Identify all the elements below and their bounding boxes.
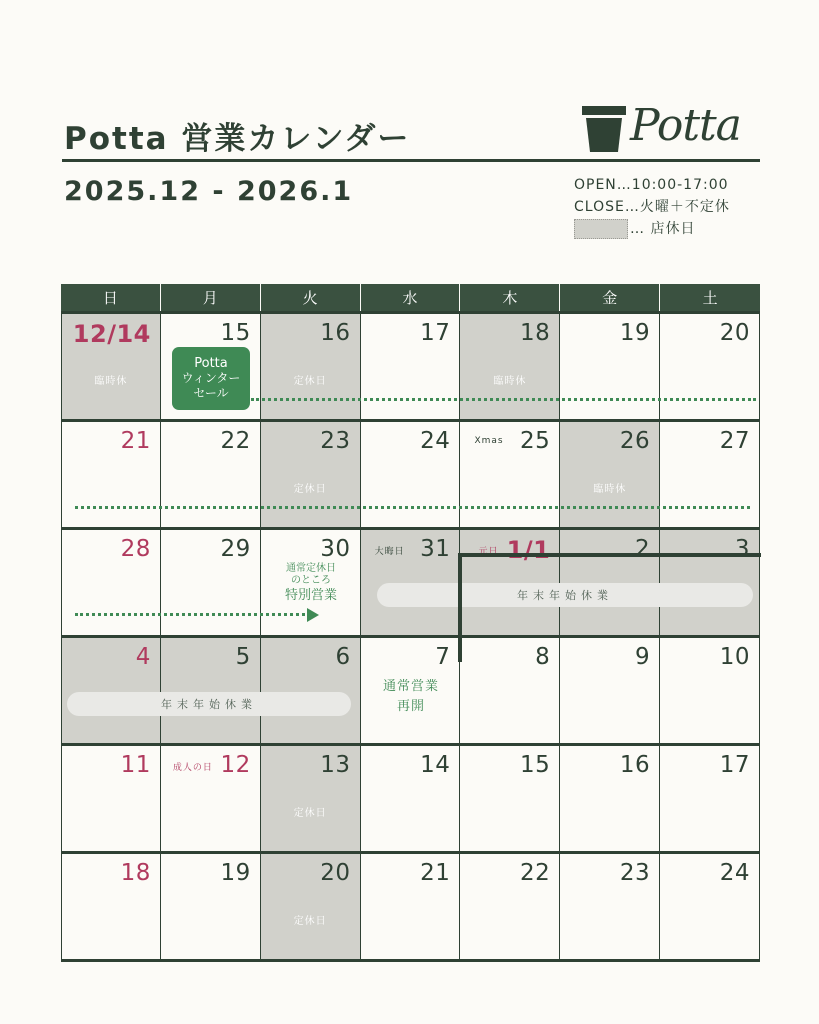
weekday-mon: 月	[161, 284, 261, 311]
calendar-day	[161, 638, 261, 743]
logo-wordmark: Potta	[630, 100, 741, 151]
day-number: 31	[420, 536, 451, 562]
day-number: 8	[535, 644, 551, 670]
closed-reason: 定休日	[293, 376, 327, 387]
calendar-day	[460, 314, 560, 419]
calendar-week	[61, 422, 760, 530]
day-number: 24	[420, 428, 451, 454]
day-number: 30	[320, 536, 351, 562]
calendar-day	[161, 422, 261, 527]
day-number: 16	[320, 320, 351, 346]
sale-period-line	[251, 398, 756, 401]
reopen-note	[361, 677, 461, 717]
calendar-day	[560, 746, 660, 851]
calendar-day	[361, 854, 461, 959]
calendar-day	[161, 746, 261, 851]
calendar-day	[361, 422, 461, 527]
new-year-holiday-bar: 年末年始休業	[377, 583, 753, 607]
day-number: 4	[135, 644, 151, 670]
day-number: 14	[420, 752, 451, 778]
day-number: 10	[719, 644, 751, 670]
arrow-right-icon	[307, 608, 319, 622]
day-number: 16	[619, 752, 651, 778]
calendar-day	[261, 638, 361, 743]
calendar-day	[361, 746, 461, 851]
calendar-day	[660, 746, 760, 851]
new-year-holiday-bar: 年末年始休業	[67, 692, 351, 716]
day-number: 13	[320, 752, 351, 778]
calendar-day	[261, 422, 361, 527]
sale-period-line	[75, 613, 311, 616]
weekday-sun: 日	[61, 284, 161, 311]
day-number: 5	[235, 644, 251, 670]
weekday-fri: 金	[560, 284, 660, 311]
day-number: 25	[520, 428, 551, 454]
day-number: 23	[619, 860, 651, 886]
calendar-day	[660, 314, 760, 419]
special-open-note	[261, 563, 361, 605]
new-year-frame	[458, 553, 761, 662]
special-open-label: 特別営業	[284, 588, 337, 603]
closed-swatch	[574, 219, 628, 239]
calendar-day	[161, 530, 261, 635]
day-number: 24	[719, 860, 751, 886]
reopen-line: 通常営業	[382, 679, 439, 694]
day-number: 17	[420, 320, 451, 346]
calendar-day	[261, 854, 361, 959]
calendar-grid	[61, 311, 760, 962]
calendar	[61, 284, 760, 962]
day-number: 29	[220, 536, 251, 562]
calendar-day	[460, 854, 560, 959]
weekday-sat: 土	[702, 289, 718, 307]
open-hours: OPEN…10:00-17:00	[574, 177, 729, 193]
closed-reason: 臨時休	[493, 376, 527, 387]
day-number: 18	[520, 320, 551, 346]
day-number: 22	[220, 428, 251, 454]
day-number: 23	[320, 428, 351, 454]
closed-reason: 臨時休	[94, 376, 128, 387]
day-number: 19	[220, 860, 251, 886]
calendar-day	[61, 314, 161, 419]
day-number: 27	[719, 428, 751, 454]
reopen-line: 再開	[396, 699, 425, 714]
weekday-wed: 水	[361, 284, 461, 311]
calendar-day	[61, 854, 161, 959]
calendar-period: 2025.12 - 2026.1	[64, 176, 354, 207]
weekday-tue: 火	[261, 284, 361, 311]
day-number: 2	[635, 536, 651, 562]
day-number: 26	[619, 428, 651, 454]
calendar-day	[61, 422, 161, 527]
close-days: CLOSE…火曜＋不定休	[574, 199, 730, 215]
holiday-tag: 大晦日	[374, 547, 405, 557]
flower-pot-icon	[582, 106, 626, 152]
day-number: 7	[435, 644, 451, 670]
closed-reason: 定休日	[293, 916, 327, 927]
calendar-day	[560, 422, 660, 527]
calendar-week	[61, 746, 760, 854]
day-number: 18	[120, 860, 151, 886]
day-number: 15	[220, 320, 251, 346]
day-number: 28	[120, 536, 151, 562]
day-number: 11	[120, 752, 151, 778]
sale-line: ウィンター	[181, 371, 241, 385]
winter-sale-badge	[172, 347, 250, 410]
calendar-day	[560, 854, 660, 959]
special-open-line: 通常定休日	[286, 563, 336, 574]
sale-period-line	[75, 506, 750, 509]
calendar-day	[161, 854, 261, 959]
weekday-thu: 木	[460, 284, 560, 311]
weekday-header	[61, 284, 760, 311]
closed-reason: 定休日	[293, 484, 327, 495]
calendar-day	[460, 746, 560, 851]
day-number: 3	[734, 536, 751, 562]
day-number: 20	[320, 860, 351, 886]
calendar-day	[61, 530, 161, 635]
day-number: 12/14	[72, 320, 151, 348]
calendar-day	[261, 746, 361, 851]
closed-legend	[574, 218, 730, 240]
day-number: 9	[635, 644, 651, 670]
calendar-day	[61, 638, 161, 743]
sale-line: セール	[193, 386, 229, 400]
day-number: 21	[420, 860, 451, 886]
holiday-tag: 元日	[478, 547, 499, 557]
day-number: 21	[120, 428, 151, 454]
special-open-line: のところ	[291, 575, 331, 586]
calendar-day	[460, 422, 560, 527]
page-title: Potta 営業カレンダー	[64, 121, 411, 157]
calendar-day	[560, 314, 660, 419]
hours-info	[574, 174, 730, 240]
title-divider	[62, 159, 760, 162]
day-number: 20	[719, 320, 751, 346]
calendar-day	[261, 314, 361, 419]
day-number: 1/1	[506, 536, 551, 564]
calendar-day	[361, 314, 461, 419]
day-number: 12	[220, 752, 251, 778]
calendar-week	[61, 311, 760, 422]
calendar-day	[660, 854, 760, 959]
calendar-day	[660, 422, 760, 527]
closed-reason: 臨時休	[593, 484, 627, 495]
day-number: 17	[719, 752, 751, 778]
holiday-tag: 成人の日	[172, 763, 213, 773]
day-number: 19	[619, 320, 651, 346]
closed-reason: 定休日	[293, 808, 327, 819]
day-number: 15	[520, 752, 551, 778]
holiday-tag: Xmas	[474, 436, 504, 446]
day-number: 6	[335, 644, 351, 670]
potta-logo	[582, 100, 742, 158]
sale-line: Potta	[194, 356, 228, 371]
day-number: 22	[520, 860, 551, 886]
calendar-day	[61, 746, 161, 851]
closed-legend-label: … 店休日	[630, 221, 696, 237]
calendar-week	[61, 854, 760, 962]
